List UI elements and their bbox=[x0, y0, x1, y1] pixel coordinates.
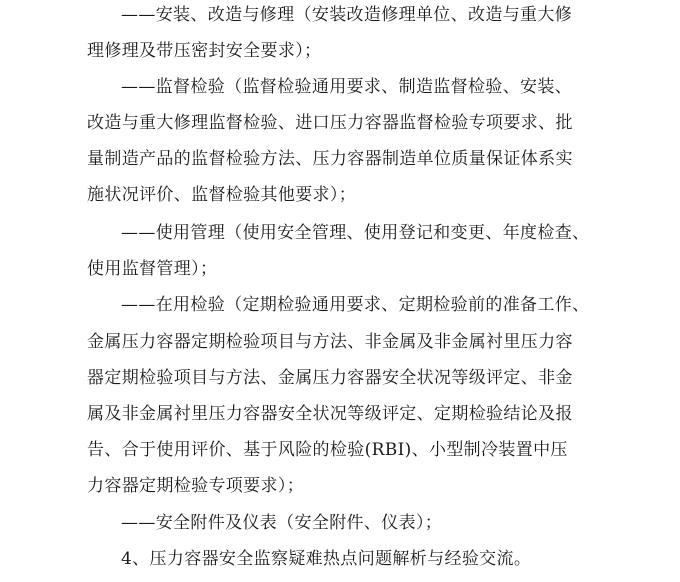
text-line: ——使用管理（使用安全管理、使用登记和变更、年度检查、 bbox=[121, 223, 590, 243]
text-line: 力容器定期检验专项要求）； bbox=[87, 476, 305, 496]
text-line: 属及非金属衬里压力容器安全状况等级评定、定期检验结论及报 bbox=[87, 404, 573, 424]
text-line: 4、压力容器安全监察疑难热点问题解析与经验交流。 bbox=[121, 549, 532, 569]
text-line: 施状况评价、监督检验其他要求）； bbox=[87, 185, 357, 205]
text-line: ——在用检验（定期检验通用要求、定期检验前的准备工作、 bbox=[121, 295, 590, 315]
text-line: 使用监督管理）； bbox=[87, 259, 218, 279]
text-line: 告、合于使用评价、基于风险的检验(RBI)、小型制冷装置中压 bbox=[87, 440, 568, 460]
text-line: ——安装、改造与修理（安装改造修理单位、改造与重大修 bbox=[121, 5, 573, 25]
text-line: 改造与重大修理监督检验、进口压力容器监督检验专项要求、批 bbox=[87, 113, 573, 133]
text-line: 器定期检验项目与方法、金属压力容器安全状况等级评定、非金 bbox=[87, 368, 573, 388]
text-line: ——安全附件及仪表（安全附件、仪表）； bbox=[121, 513, 443, 533]
text-line: 金属压力容器定期检验项目与方法、非金属及非金属衬里压力容 bbox=[87, 332, 573, 352]
text-line: 量制造产品的监督检验方法、压力容器制造单位质量保证体系实 bbox=[87, 149, 573, 169]
text-line: ——监督检验（监督检验通用要求、制造监督检验、安装、 bbox=[121, 77, 573, 97]
text-line: 理修理及带压密封安全要求）； bbox=[87, 41, 322, 61]
